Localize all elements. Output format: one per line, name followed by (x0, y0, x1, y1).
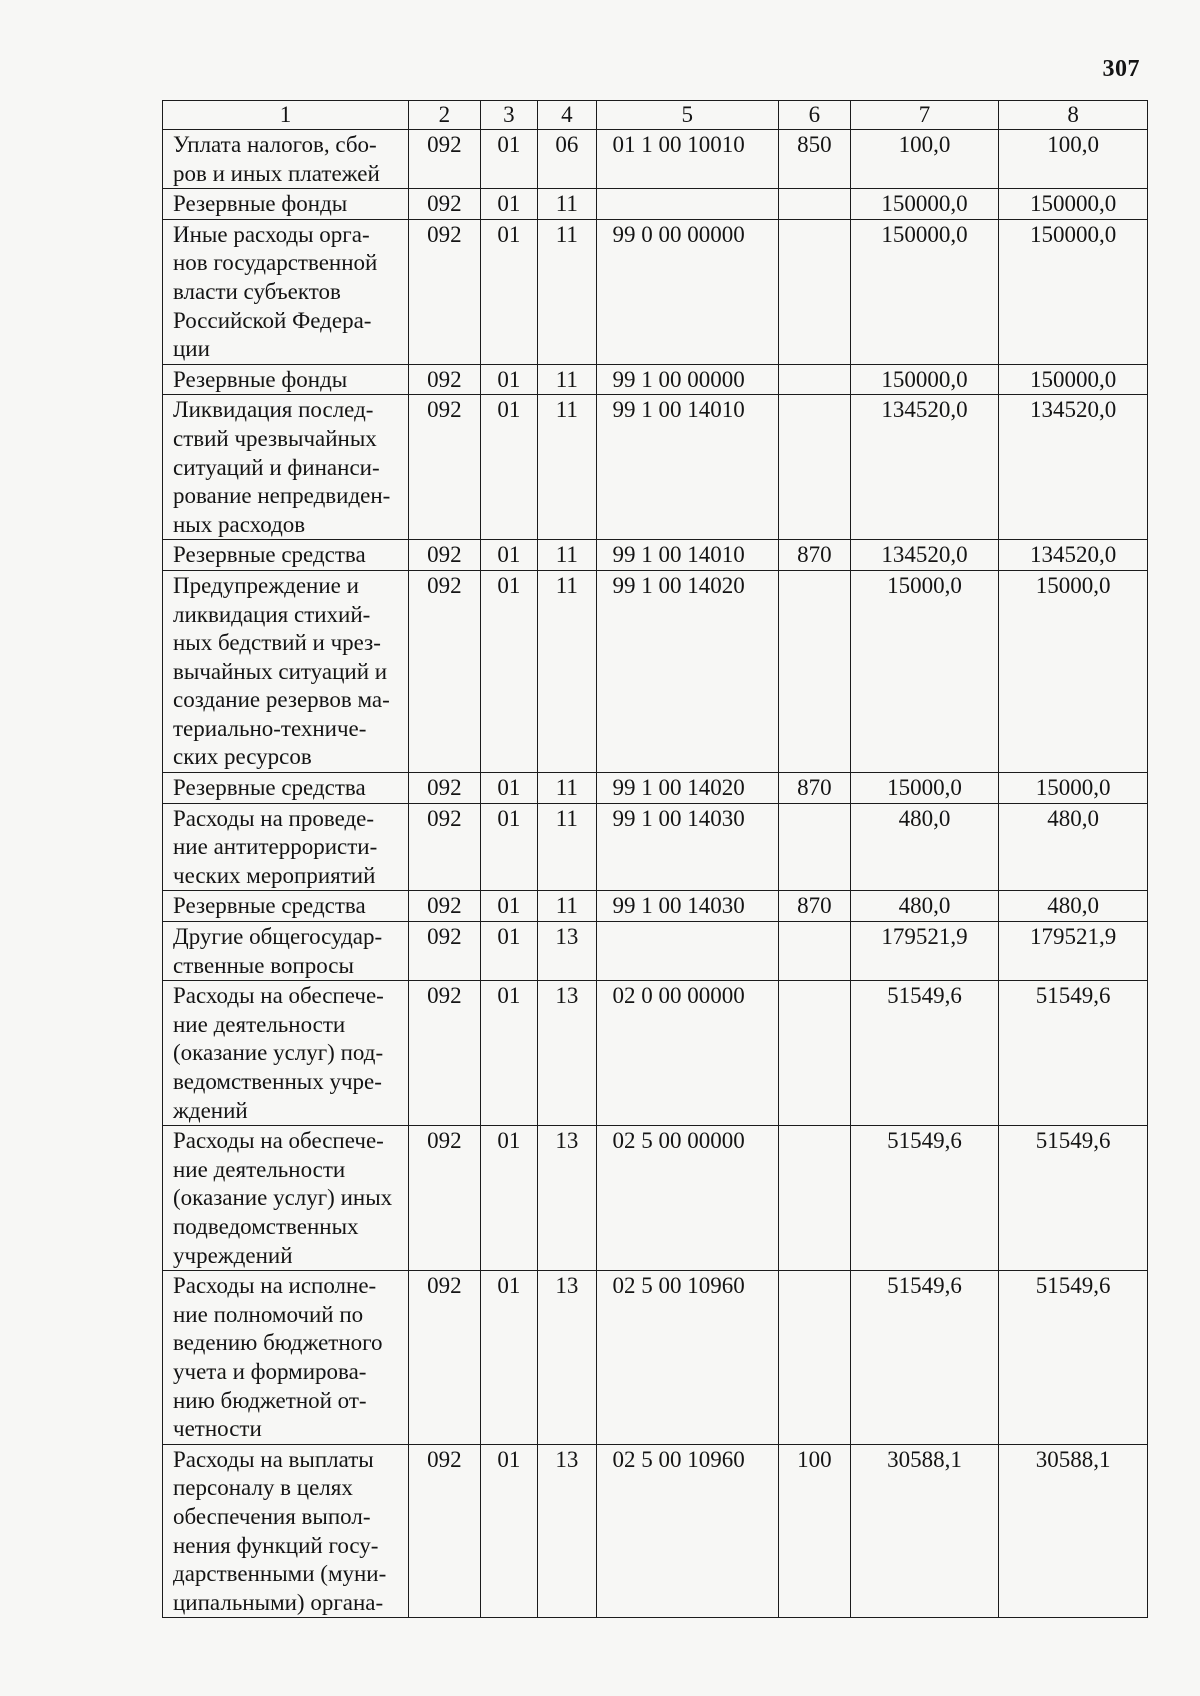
cell-expense-type (778, 981, 850, 1126)
cell-sum-year-2: 51549,6 (999, 981, 1148, 1126)
cell-expense-type (778, 219, 850, 364)
cell-expense-type (778, 570, 850, 772)
cell-target-article: 99 0 00 00000 (596, 219, 778, 364)
cell-name: Резервные средства (163, 540, 409, 571)
cell-sum-year-1: 480,0 (850, 803, 999, 891)
cell-target-article: 99 1 00 14020 (596, 773, 778, 804)
cell-section: 01 (480, 540, 537, 571)
cell-sum-year-1: 150000,0 (850, 189, 999, 220)
cell-sum-year-2: 134520,0 (999, 395, 1148, 540)
cell-sum-year-1: 30588,1 (850, 1444, 999, 1618)
cell-subsection: 06 (538, 130, 596, 189)
cell-expense-type (778, 1271, 850, 1445)
cell-sum-year-1: 480,0 (850, 891, 999, 922)
cell-sum-year-2: 480,0 (999, 891, 1148, 922)
budget-table (162, 100, 1148, 1618)
table-row (163, 1126, 1148, 1271)
cell-section: 01 (480, 395, 537, 540)
cell-name: Расходы на обеспече- ние деятельности (оказание услуг) иных подведомственных учреждений (163, 1126, 409, 1271)
cell-name: Предупреждение и ликвидация стихий- ных бедствий и чрез- вычайных ситуаций и создание резервов ма- териально-техниче- ских ресурсов (163, 570, 409, 772)
table-row (163, 219, 1148, 364)
cell-admin-code: 092 (408, 922, 480, 981)
cell-expense-type (778, 922, 850, 981)
cell-expense-type (778, 189, 850, 220)
cell-sum-year-2: 51549,6 (999, 1271, 1148, 1445)
cell-sum-year-1: 15000,0 (850, 570, 999, 772)
cell-subsection: 13 (538, 981, 596, 1126)
cell-sum-year-1: 150000,0 (850, 219, 999, 364)
cell-admin-code: 092 (408, 1271, 480, 1445)
cell-subsection: 13 (538, 922, 596, 981)
cell-section: 01 (480, 1444, 537, 1618)
cell-subsection: 11 (538, 395, 596, 540)
cell-section: 01 (480, 891, 537, 922)
cell-sum-year-1: 134520,0 (850, 395, 999, 540)
table-row (163, 570, 1148, 772)
cell-admin-code: 092 (408, 130, 480, 189)
cell-target-article: 99 1 00 14010 (596, 540, 778, 571)
cell-sum-year-2: 30588,1 (999, 1444, 1148, 1618)
cell-name: Резервные средства (163, 773, 409, 804)
cell-subsection: 11 (538, 189, 596, 220)
table-row (163, 773, 1148, 804)
cell-sum-year-1: 150000,0 (850, 364, 999, 395)
cell-admin-code: 092 (408, 981, 480, 1126)
cell-sum-year-2: 15000,0 (999, 773, 1148, 804)
cell-target-article (596, 189, 778, 220)
cell-admin-code: 092 (408, 1444, 480, 1618)
cell-sum-year-1: 51549,6 (850, 981, 999, 1126)
cell-expense-type: 870 (778, 540, 850, 571)
cell-target-article: 02 5 00 10960 (596, 1444, 778, 1618)
cell-target-article: 99 1 00 14030 (596, 803, 778, 891)
cell-expense-type: 870 (778, 773, 850, 804)
cell-sum-year-2: 100,0 (999, 130, 1148, 189)
cell-section: 01 (480, 803, 537, 891)
cell-expense-type (778, 1126, 850, 1271)
header-col-3: 3 (480, 101, 537, 130)
cell-section: 01 (480, 922, 537, 981)
cell-section: 01 (480, 1271, 537, 1445)
cell-target-article: 02 5 00 10960 (596, 1271, 778, 1445)
cell-name: Расходы на проведе- ние антитеррористи- ческих мероприятий (163, 803, 409, 891)
cell-sum-year-1: 51549,6 (850, 1126, 999, 1271)
table-row (163, 1271, 1148, 1445)
cell-subsection: 11 (538, 570, 596, 772)
cell-section: 01 (480, 130, 537, 189)
cell-target-article: 99 1 00 14030 (596, 891, 778, 922)
header-col-4: 4 (538, 101, 596, 130)
cell-subsection: 11 (538, 773, 596, 804)
cell-name: Резервные фонды (163, 189, 409, 220)
cell-subsection: 11 (538, 540, 596, 571)
table-row (163, 922, 1148, 981)
cell-sum-year-1: 15000,0 (850, 773, 999, 804)
cell-name: Иные расходы орга- нов государственной власти субъектов Российской Федера- ции (163, 219, 409, 364)
cell-sum-year-1: 134520,0 (850, 540, 999, 571)
cell-expense-type: 850 (778, 130, 850, 189)
cell-sum-year-2: 150000,0 (999, 189, 1148, 220)
cell-expense-type (778, 803, 850, 891)
cell-name: Ликвидация послед- ствий чрезвычайных ситуаций и финанси- рование непредвиден- ных расходов (163, 395, 409, 540)
cell-subsection: 11 (538, 219, 596, 364)
table-row (163, 364, 1148, 395)
table-row (163, 189, 1148, 220)
cell-target-article: 02 0 00 00000 (596, 981, 778, 1126)
cell-sum-year-1: 100,0 (850, 130, 999, 189)
cell-section: 01 (480, 364, 537, 395)
cell-name: Расходы на обеспече- ние деятельности (оказание услуг) под- ведомственных учре- ждений (163, 981, 409, 1126)
cell-admin-code: 092 (408, 540, 480, 571)
cell-sum-year-2: 51549,6 (999, 1126, 1148, 1271)
cell-target-article: 99 1 00 14010 (596, 395, 778, 540)
cell-sum-year-2: 150000,0 (999, 364, 1148, 395)
table-row (163, 395, 1148, 540)
header-col-8: 8 (999, 101, 1148, 130)
cell-subsection: 13 (538, 1271, 596, 1445)
table-header (163, 101, 1148, 130)
cell-section: 01 (480, 981, 537, 1126)
cell-admin-code: 092 (408, 1126, 480, 1271)
cell-admin-code: 092 (408, 803, 480, 891)
header-row (163, 101, 1148, 130)
table-row (163, 130, 1148, 189)
cell-expense-type (778, 395, 850, 540)
cell-sum-year-1: 51549,6 (850, 1271, 999, 1445)
cell-subsection: 11 (538, 803, 596, 891)
cell-section: 01 (480, 219, 537, 364)
header-col-5: 5 (596, 101, 778, 130)
cell-name: Другие общегосудар- ственные вопросы (163, 922, 409, 981)
cell-subsection: 11 (538, 364, 596, 395)
cell-name: Резервные средства (163, 891, 409, 922)
cell-name: Резервные фонды (163, 364, 409, 395)
cell-subsection: 13 (538, 1444, 596, 1618)
header-col-1: 1 (163, 101, 409, 130)
cell-target-article: 01 1 00 10010 (596, 130, 778, 189)
cell-admin-code: 092 (408, 570, 480, 772)
cell-sum-year-2: 15000,0 (999, 570, 1148, 772)
cell-admin-code: 092 (408, 395, 480, 540)
cell-sum-year-2: 480,0 (999, 803, 1148, 891)
page-number: 307 (1102, 56, 1140, 82)
cell-admin-code: 092 (408, 219, 480, 364)
cell-name: Расходы на исполне- ние полномочий по ведению бюджетного учета и формирова- нию бюджетной от- четности (163, 1271, 409, 1445)
cell-section: 01 (480, 189, 537, 220)
cell-sum-year-2: 150000,0 (999, 219, 1148, 364)
table-row (163, 891, 1148, 922)
table-row (163, 803, 1148, 891)
cell-expense-type: 100 (778, 1444, 850, 1618)
cell-admin-code: 092 (408, 189, 480, 220)
cell-section: 01 (480, 1126, 537, 1271)
cell-expense-type (778, 364, 850, 395)
cell-section: 01 (480, 570, 537, 772)
header-col-7: 7 (850, 101, 999, 130)
header-col-6: 6 (778, 101, 850, 130)
cell-name: Расходы на выплаты персоналу в целях обеспечения выпол- нения функций госу- дарственными (муни- ципальными) органа- (163, 1444, 409, 1618)
cell-admin-code: 092 (408, 364, 480, 395)
cell-target-article: 99 1 00 14020 (596, 570, 778, 772)
cell-section: 01 (480, 773, 537, 804)
table-row (163, 981, 1148, 1126)
cell-sum-year-2: 134520,0 (999, 540, 1148, 571)
cell-expense-type: 870 (778, 891, 850, 922)
cell-sum-year-1: 179521,9 (850, 922, 999, 981)
cell-subsection: 11 (538, 891, 596, 922)
cell-target-article: 02 5 00 00000 (596, 1126, 778, 1271)
cell-subsection: 13 (538, 1126, 596, 1271)
table-row (163, 1444, 1148, 1618)
header-col-2: 2 (408, 101, 480, 130)
table-body (163, 130, 1148, 1618)
cell-sum-year-2: 179521,9 (999, 922, 1148, 981)
cell-admin-code: 092 (408, 773, 480, 804)
cell-target-article: 99 1 00 00000 (596, 364, 778, 395)
cell-name: Уплата налогов, сбо- ров и иных платежей (163, 130, 409, 189)
cell-admin-code: 092 (408, 891, 480, 922)
table-row (163, 540, 1148, 571)
cell-target-article (596, 922, 778, 981)
